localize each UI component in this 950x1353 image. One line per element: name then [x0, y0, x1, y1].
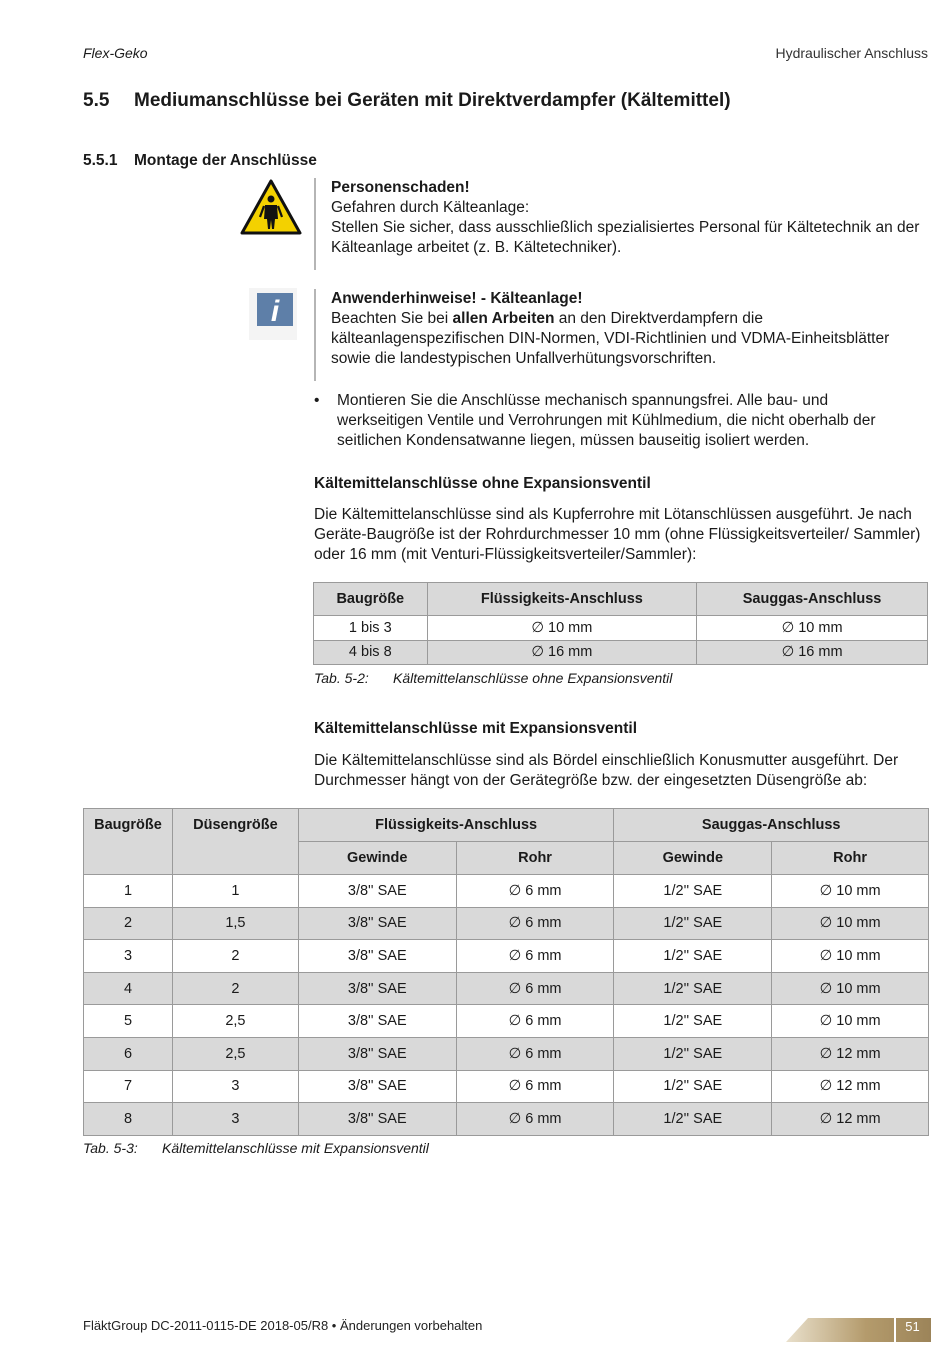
table-cell: 1/2'' SAE: [614, 1037, 772, 1070]
table-without-valve: [313, 582, 928, 665]
table-cell: ∅ 6 mm: [456, 875, 614, 908]
table-cell: ∅ 10 mm: [427, 616, 697, 641]
table-header: Gewinde: [614, 842, 772, 875]
table-row: [84, 875, 929, 908]
info-text-b: an den Direktverdampfern die kälteanlagenspezifischen DIN-Normen, VDI-Richtlinien und VDMA-Einheitsblätter sowie die landestypischen Unfallverhütungsvorschriften.: [331, 310, 890, 367]
block2-text: Die Kältemittelanschlüsse sind als Bördel einschließlich Konusmutter ausgeführt. Der Durchmesser hängt von der Gerätegröße bzw. der eingesetzten Düsengröße ab:: [314, 752, 899, 789]
table-cell: ∅ 6 mm: [456, 1037, 614, 1070]
table-cell: 3: [84, 940, 173, 973]
page-number: 51: [905, 1319, 920, 1334]
footer-text: FläktGroup DC-2011-0115-DE 2018-05/R8 • Änderungen vorbehalten: [83, 1318, 483, 1333]
table-cell: 1/2'' SAE: [614, 1005, 772, 1038]
table-cell: ∅ 12 mm: [772, 1103, 929, 1136]
warning-line1: Gefahren durch Kälteanlage:: [331, 199, 530, 216]
table-cell: 2: [172, 940, 298, 973]
table-row: [314, 616, 928, 641]
table-cell: 1/2'' SAE: [614, 875, 772, 908]
info-text-bold: allen Arbeiten: [452, 310, 555, 327]
table-cell: 4: [84, 972, 173, 1005]
info-text-a: Beachten Sie bei: [331, 310, 453, 327]
table-cell: 6: [84, 1037, 173, 1070]
table-cell: 1/2'' SAE: [614, 940, 772, 973]
table-header: Düsengröße: [172, 809, 298, 875]
table-cell: 1: [172, 875, 298, 908]
table-caption: [314, 670, 672, 686]
table-row: [84, 1070, 929, 1103]
table-cell: ∅ 10 mm: [697, 616, 928, 641]
table-cell: 5: [84, 1005, 173, 1038]
subsection-title: Montage der Anschlüsse: [134, 152, 317, 169]
table-header: Gewinde: [298, 842, 456, 875]
table-header: Flüssigkeits-Anschluss: [427, 583, 697, 616]
table-cell: 1/2'' SAE: [614, 1103, 772, 1136]
section-number: 5.5: [83, 90, 110, 111]
table-cell: 2: [84, 907, 173, 940]
table-cell: 3/8'' SAE: [298, 1103, 456, 1136]
table-cell: 2,5: [172, 1037, 298, 1070]
table-row: [84, 1103, 929, 1136]
caption-text: Kältemittelanschlüsse ohne Expansionsventil: [393, 670, 673, 686]
table-row: [84, 940, 929, 973]
table-row: [84, 972, 929, 1005]
warning-notice: [314, 178, 926, 270]
warning-line2: Stellen Sie sicher, dass ausschließlich spezialisiertes Personal für Kältetechnik an der Kälteanlage arbeitet (z. B. Kältetechniker).: [331, 219, 920, 256]
caption-label: Tab. 5-3:: [83, 1140, 138, 1156]
table-cell: ∅ 10 mm: [772, 875, 929, 908]
table-cell: 1 bis 3: [314, 616, 428, 641]
table-cell: 3: [172, 1103, 298, 1136]
table-header: Rohr: [772, 842, 929, 875]
list-item: [314, 391, 914, 451]
caption-label: Tab. 5-2:: [314, 670, 369, 686]
table-cell: ∅ 10 mm: [772, 907, 929, 940]
table-cell: 3/8'' SAE: [298, 907, 456, 940]
table-cell: 1: [84, 875, 173, 908]
caption-text: Kältemittelanschlüsse mit Expansionsventil: [162, 1140, 429, 1156]
table-header: Flüssigkeits-Anschluss: [298, 809, 614, 842]
table-cell: 8: [84, 1103, 173, 1136]
table-cell: 3/8'' SAE: [298, 1005, 456, 1038]
table-header: Rohr: [456, 842, 614, 875]
subsection-number: 5.5.1: [83, 152, 118, 169]
table-cell: ∅ 6 mm: [456, 972, 614, 1005]
warning-title: Personenschaden!: [331, 179, 470, 196]
table-cell: ∅ 6 mm: [456, 1103, 614, 1136]
table-cell: 3/8'' SAE: [298, 940, 456, 973]
table-cell: 2,5: [172, 1005, 298, 1038]
table-cell: 3/8'' SAE: [298, 875, 456, 908]
table-cell: ∅ 16 mm: [427, 640, 697, 665]
table-row: [84, 1005, 929, 1038]
info-notice: [314, 289, 926, 381]
section-title: Mediumanschlüsse bei Geräten mit Direktverdampfer (Kältemittel): [134, 90, 731, 111]
table-row: [84, 907, 929, 940]
table-cell: 2: [172, 972, 298, 1005]
table-cell: ∅ 10 mm: [772, 972, 929, 1005]
table-cell: ∅ 6 mm: [456, 1070, 614, 1103]
info-text: [331, 309, 926, 369]
info-letter: i: [270, 295, 280, 328]
table-caption: [83, 1140, 429, 1156]
table-cell: ∅ 16 mm: [697, 640, 928, 665]
block1-text: Die Kältemittelanschlüsse sind als Kupferrohre mit Lötanschlüssen ausgeführt. Je nach Geräte-Baugröße ist der Rohrdurchmesser 10 mm (ohne Flüssigkeitsverteiler/ Sammler) oder 16 mm (mit Venturi-Flüssigkeitsverteiler/Sammler):: [314, 506, 921, 563]
table-header: Baugröße: [314, 583, 428, 616]
table-cell: 1,5: [172, 907, 298, 940]
bullet-symbol: •: [314, 392, 320, 409]
section-heading: [83, 90, 731, 112]
table-header: Sauggas-Anschluss: [614, 809, 929, 842]
block1-heading: Kältemittelanschlüsse ohne Expansionsventil: [314, 475, 651, 492]
info-title: Anwenderhinweise! - Kälteanlage!: [331, 290, 583, 307]
table-cell: 3/8'' SAE: [298, 1070, 456, 1103]
table-with-valve: [83, 808, 929, 1136]
table-cell: ∅ 6 mm: [456, 907, 614, 940]
header-chapter-title: Hydraulischer Anschluss: [775, 45, 928, 61]
warning-person-icon: [240, 179, 302, 235]
table-cell: ∅ 6 mm: [456, 1005, 614, 1038]
table-cell: ∅ 12 mm: [772, 1070, 929, 1103]
table-cell: 1/2'' SAE: [614, 1070, 772, 1103]
table-cell: 1/2'' SAE: [614, 972, 772, 1005]
table-cell: ∅ 10 mm: [772, 940, 929, 973]
table-header: Sauggas-Anschluss: [697, 583, 928, 616]
header-doc-title: Flex-Geko: [83, 45, 148, 61]
table-cell: 7: [84, 1070, 173, 1103]
subsection-heading: [83, 152, 317, 170]
table-cell: 3/8'' SAE: [298, 972, 456, 1005]
table-cell: 3/8'' SAE: [298, 1037, 456, 1070]
table-cell: ∅ 6 mm: [456, 940, 614, 973]
block2-heading: Kältemittelanschlüsse mit Expansionsventil: [314, 720, 638, 737]
table-cell: 1/2'' SAE: [614, 907, 772, 940]
table-cell: ∅ 12 mm: [772, 1037, 929, 1070]
info-icon: [246, 288, 300, 340]
table-cell: 3: [172, 1070, 298, 1103]
table-row: [314, 640, 928, 665]
table-cell: ∅ 10 mm: [772, 1005, 929, 1038]
table-cell: 4 bis 8: [314, 640, 428, 665]
table-row: [84, 1037, 929, 1070]
table-header: Baugröße: [84, 809, 173, 875]
bullet-text: Montieren Sie die Anschlüsse mechanisch spannungsfrei. Alle bau- und werkseitigen Ventile und Verrohrungen mit Kühlmedium, die nicht oberhalb der seitlichen Kondensatwanne liegen, müssen bauseitig isoliert werden.: [337, 392, 876, 449]
